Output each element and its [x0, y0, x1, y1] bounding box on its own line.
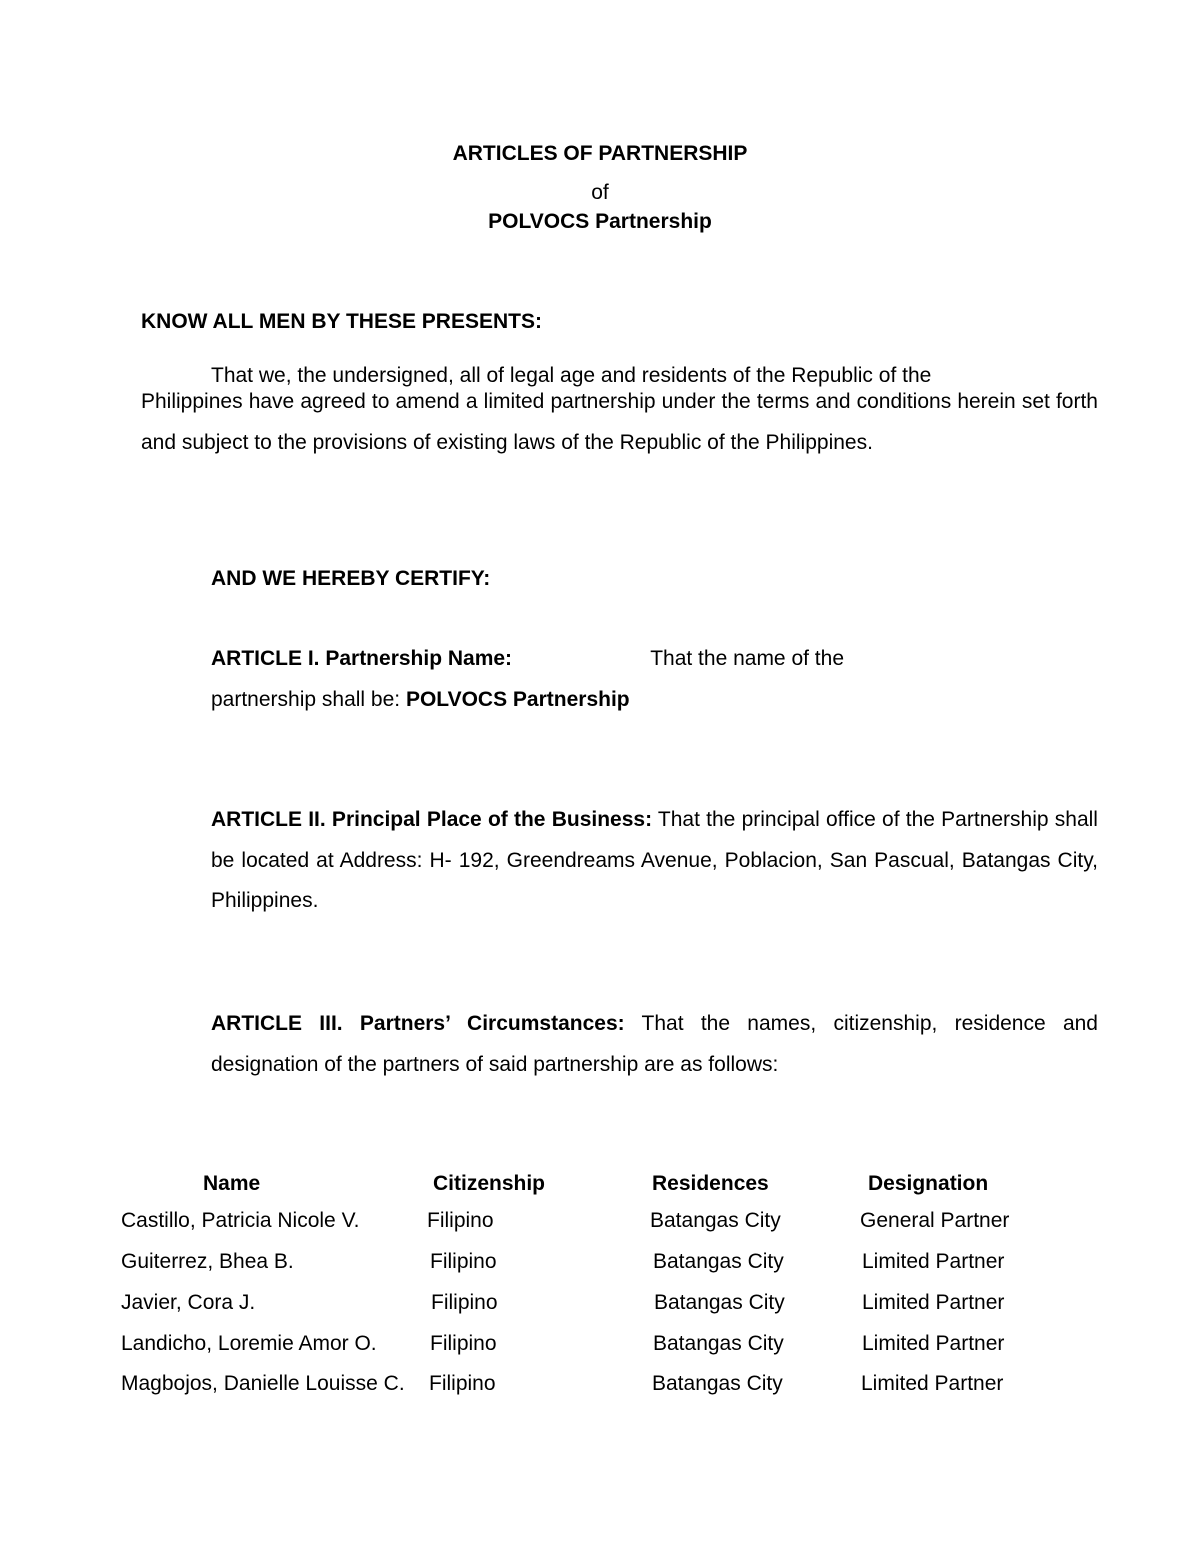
table-row-1-citizenship: Filipino: [427, 1209, 494, 1232]
table-row-3-citizenship: Filipino: [431, 1291, 498, 1314]
article-3-text: That the names, citizenship, residence and designation of the partners of said partnership are as follows:: [211, 1012, 1098, 1076]
article-2-label: ARTICLE II. Principal Place of the Business:: [211, 808, 653, 831]
article-3-label: ARTICLE III. Partners’ Circumstances:: [211, 1012, 625, 1035]
table-row-3-name: Javier, Cora J.: [121, 1291, 256, 1314]
table-row-2-name: Guiterrez, Bhea B.: [121, 1250, 294, 1273]
article-1-partnership-name: POLVOCS Partnership: [405, 688, 630, 711]
table-row-1-name: Castillo, Patricia Nicole V.: [121, 1209, 360, 1232]
intro-paragraph: Philippines have agreed to amend a limited partnership under the terms and conditions herein set forth and subject to the provisions of existing laws of the Republic of the Philippines.: [141, 390, 1098, 454]
article-1-label: ARTICLE I. Partnership Name:: [211, 647, 513, 670]
article-1-line-2: [211, 688, 630, 712]
table-row-4-designation: Limited Partner: [862, 1332, 1005, 1355]
table-row-4-citizenship: Filipino: [430, 1332, 497, 1355]
table-header-citizenship: Citizenship: [433, 1172, 546, 1195]
article-3-paragraph: [211, 1004, 1098, 1085]
table-row-3-residence: Batangas City: [654, 1291, 785, 1314]
article-2-paragraph: [211, 800, 1098, 922]
intro-first-line: That we, the undersigned, all of legal age and residents of the Republic of the: [211, 364, 932, 387]
table-row-5-name: Magbojos, Danielle Louisse C.: [121, 1372, 405, 1395]
document-title: ARTICLES OF PARTNERSHIP: [452, 142, 748, 165]
table-row-1-designation: General Partner: [860, 1209, 1010, 1232]
partnership-name-title: POLVOCS Partnership: [488, 210, 712, 233]
table-row-4-residence: Batangas City: [653, 1332, 784, 1355]
article-1-text: That the name of the: [650, 647, 844, 670]
article-2-text: That the principal office of the Partnership shall be located at Address: H- 192, Greendreams Avenue, Poblacion, San Pascual, Batangas City, Philippines.: [211, 808, 1098, 912]
table-header-residences: Residences: [652, 1172, 769, 1195]
table-row-4-name: Landicho, Loremie Amor O.: [121, 1332, 377, 1355]
table-row-5-citizenship: Filipino: [429, 1372, 496, 1395]
intro-heading: KNOW ALL MEN BY THESE PRESENTS:: [141, 310, 542, 333]
table-row-5-residence: Batangas City: [652, 1372, 783, 1395]
table-row-2-residence: Batangas City: [653, 1250, 784, 1273]
title-of: of: [591, 181, 609, 204]
article-1-line-1: [211, 647, 844, 671]
table-row-3-designation: Limited Partner: [862, 1291, 1005, 1314]
table-row-1-residence: Batangas City: [650, 1209, 781, 1232]
article-1-prefix: partnership shall be:: [211, 688, 401, 711]
certify-heading: AND WE HEREBY CERTIFY:: [211, 567, 491, 590]
table-header-name: Name: [203, 1172, 261, 1195]
table-header-designation: Designation: [868, 1172, 989, 1195]
table-row-2-citizenship: Filipino: [430, 1250, 497, 1273]
table-row-5-designation: Limited Partner: [861, 1372, 1004, 1395]
table-row-2-designation: Limited Partner: [862, 1250, 1005, 1273]
